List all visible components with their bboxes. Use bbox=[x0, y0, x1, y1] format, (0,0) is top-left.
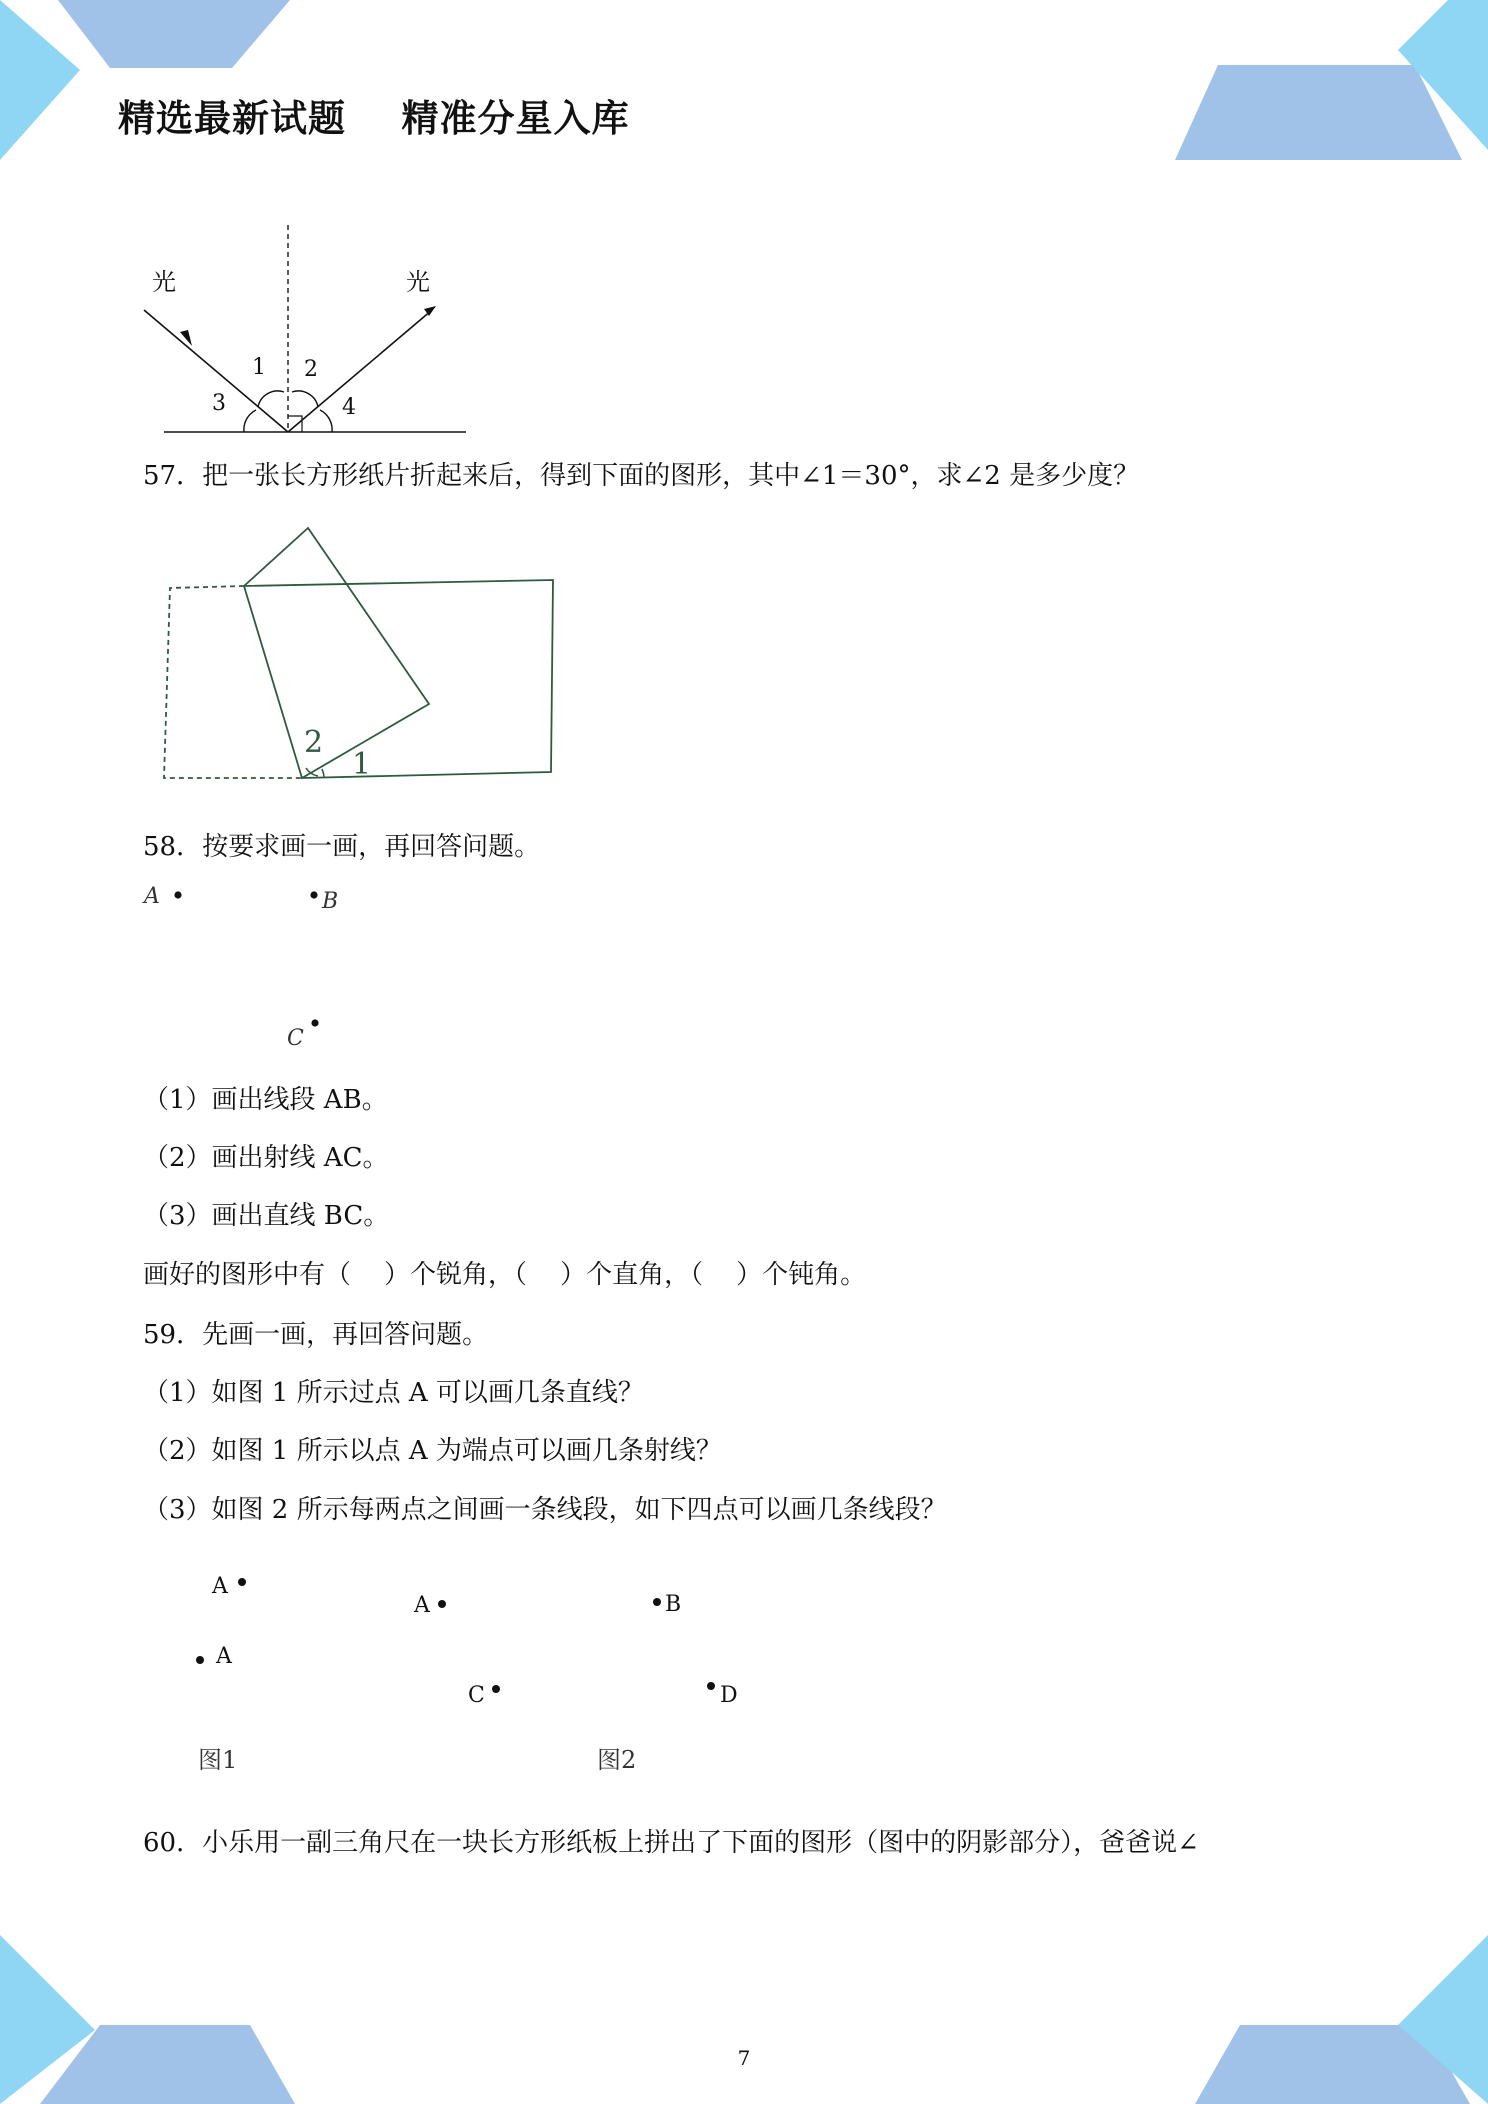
fig2-point-b bbox=[653, 1598, 661, 1606]
point-a bbox=[174, 891, 181, 898]
deco-top-left-triangle bbox=[0, 0, 80, 160]
points-abc-figure bbox=[140, 875, 360, 1055]
question-59-part-2: （2）如图 1 所示以点 A 为端点可以画几条射线？ bbox=[143, 1436, 722, 1466]
fig1-point-a-top bbox=[238, 1578, 246, 1586]
point-b bbox=[310, 891, 317, 898]
question-58: 58．按要求画一画，再回答问题。 bbox=[143, 832, 541, 862]
light-label-left: 光 bbox=[152, 268, 176, 296]
fig2-point-a bbox=[438, 1600, 446, 1608]
fig1-point-a-top-label: A bbox=[212, 1574, 228, 1599]
header-title: 精选最新试题 精准分星入库 bbox=[118, 97, 630, 140]
fig2-point-c bbox=[492, 1685, 500, 1693]
question-59: 59．先画一画，再回答问题。 bbox=[143, 1320, 489, 1350]
question-59-part-3: （3）如图 2 所示每两点之间画一条线段，如下四点可以画几条线段？ bbox=[143, 1495, 947, 1525]
figure-2-caption: 图2 bbox=[597, 1746, 637, 1774]
question-59-part-1: （1）如图 1 所示过点 A 可以画几条直线？ bbox=[143, 1378, 644, 1408]
question-58-part-3: （3）画出直线 BC。 bbox=[143, 1201, 390, 1231]
fold-angle-1-label: 1 bbox=[352, 747, 372, 782]
deco-top-left-band bbox=[58, 0, 290, 68]
fig2-point-d-label: D bbox=[720, 1683, 738, 1708]
question-58-answer: 画好的图形中有（ ）个锐角，（ ）个直角，（ ）个钝角。 bbox=[143, 1260, 867, 1290]
angle-2-label: 2 bbox=[304, 357, 318, 382]
page-number: 7 bbox=[737, 2046, 751, 2070]
point-c bbox=[311, 1019, 318, 1026]
fold-angle-2-label: 2 bbox=[304, 725, 324, 760]
question-60: 60．小乐用一副三角尺在一块长方形纸板上拼出了下面的图形（图中的阴影部分），爸爸说∠ bbox=[143, 1828, 1199, 1858]
angle-3-label: 3 bbox=[212, 391, 226, 416]
light-reflection-figure bbox=[140, 220, 480, 440]
folded-paper-figure bbox=[150, 520, 570, 790]
point-b-label: B bbox=[322, 889, 339, 914]
fig2-point-c-label: C bbox=[468, 1683, 485, 1708]
light-label-right: 光 bbox=[406, 268, 430, 296]
point-a-label: A bbox=[144, 884, 160, 909]
figure-59-points bbox=[140, 1550, 780, 1780]
question-58-part-2: （2）画出射线 AC。 bbox=[143, 1143, 389, 1173]
angle-1-label: 1 bbox=[252, 355, 266, 380]
question-57: 57．把一张长方形纸片折起来后，得到下面的图形，其中∠1＝30°，求∠2 是多少度？ bbox=[143, 461, 1140, 491]
deco-top-right-band bbox=[1175, 65, 1462, 160]
question-58-part-1: （1）画出线段 AB。 bbox=[143, 1085, 388, 1115]
fig1-point-a-bottom-label: A bbox=[216, 1644, 232, 1669]
fig1-point-a-bottom bbox=[196, 1656, 204, 1664]
figure-1-caption: 图1 bbox=[198, 1746, 238, 1774]
fig2-point-d bbox=[707, 1682, 715, 1690]
fig2-point-a-label: A bbox=[414, 1593, 430, 1618]
angle-4-label: 4 bbox=[342, 395, 356, 420]
point-c-label: C bbox=[287, 1026, 304, 1051]
fig2-point-b-label: B bbox=[665, 1592, 682, 1617]
